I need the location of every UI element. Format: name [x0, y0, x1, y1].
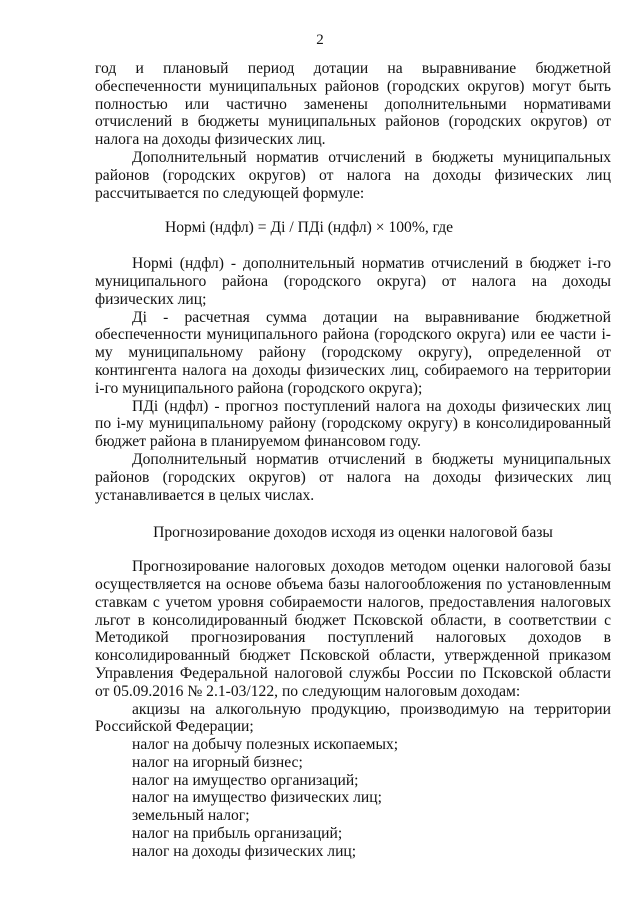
formula: Нормi (ндфл) = Дi / ПДi (ндфл) × 100%, где — [165, 219, 454, 237]
list-item: налог на имущество организаций; — [132, 771, 359, 789]
list-item: земельный налог; — [132, 807, 250, 825]
paragraph-tax-base-method: Прогнозирование налоговых доходов методом оценки налоговой базы осуществляется на основе объема базы налогообложения по установленным ставкам с учетом уровня собираемости налогов, предоставления налоговых льгот в консолидированный бюджет Псковской области, в соответствии с Методикой прогнозирования поступлений налоговых доходов в консолидированный бюджет Псковской области, утвержденной приказом Управления Федеральной налоговой службы России по Псковской области от 05.09.2016 № 2.1-03/122, по следующим налоговым доходам: — [95, 558, 611, 700]
list-item: налог на прибыль организаций; — [132, 825, 343, 843]
paragraph-additional-norm: Дополнительный норматив отчислений в бюджеты муниципальных районов (городских округов) от налога на доходы физических лиц рассчитывается по следующей формуле: — [95, 148, 611, 202]
paragraph-subsidy-definition: Дi - расчетная сумма дотации на выравнивание бюджетной обеспеченности муниципального района (городского округа) или ее части i-му муниципальному району (городскому округу), определенной от контингента налога на доходы физических лиц, собираемого на территории i-го муниципального района (городского округа); — [95, 308, 611, 397]
paragraph-norm-definition: Нормi (ндфл) - дополнительный норматив отчислений в бюджет i-го муниципального района (городского округа) от налога на доходы физических лиц; — [95, 255, 611, 308]
page-number: 2 — [316, 32, 324, 48]
list-item: налог на добычу полезных ископаемых; — [132, 736, 399, 754]
list-item: налог на имущество физических лиц; — [132, 789, 382, 807]
list-item: налог на игорный бизнес; — [132, 753, 303, 771]
paragraph-intro-continuation: год и плановый период дотации на выравнивание бюджетной обеспеченности муниципальных районов (городских округов) могут быть полностью или частично заменены дополнительными нормативами отчислений в бюджеты муниципальных районов (городских округов) от налога на доходы физических лиц. — [95, 60, 611, 149]
paragraph-integer-norm: Дополнительный норматив отчислений в бюджеты муниципальных районов (городских округов) от налога на доходы физических лиц устанавливается в целых числах. — [95, 450, 611, 504]
paragraph-forecast-definition: ПДi (ндфл) - прогноз поступлений налога на доходы физических лиц по i-му муниципальному району (городскому округу) в консолидированный бюджет района в планируемом финансовом году. — [95, 397, 611, 451]
tax-list — [95, 701, 611, 861]
list-item: налог на доходы физических лиц; — [132, 842, 357, 860]
document-body — [95, 60, 611, 861]
list-item: акцизы на алкогольную продукцию, производимую на территории Российской Федерации; — [95, 700, 611, 736]
section-title: Прогнозирование доходов исходя из оценки налоговой базы — [153, 524, 553, 542]
